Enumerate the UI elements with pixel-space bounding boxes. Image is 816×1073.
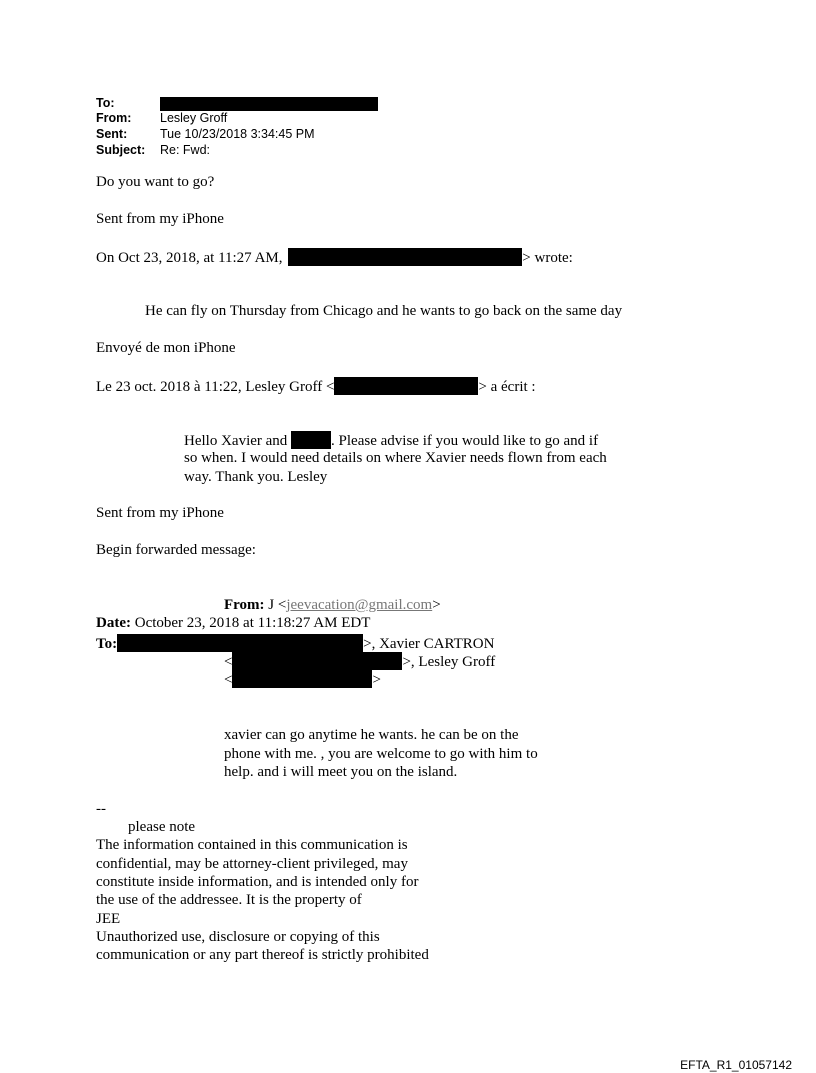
- disclaimer-line: constitute inside information, and is intended only for: [96, 874, 419, 890]
- hello-line-1: [184, 431, 598, 450]
- disclaimer-line: JEE: [96, 911, 121, 927]
- fwd-to-l2-prefix: <: [224, 654, 233, 670]
- fwd-to-label: To:: [96, 636, 118, 652]
- email-redaction: [334, 377, 478, 395]
- subject-label: Subject:: [96, 143, 146, 157]
- signature-iphone: Sent from my iPhone: [96, 211, 224, 227]
- fwd-to-line-2: [224, 652, 495, 671]
- fwd-message-line-2: phone with me. , you are welcome to go with him to: [224, 746, 538, 762]
- name-redaction: [291, 431, 331, 449]
- subject-value: Re: Fwd:: [160, 143, 211, 157]
- begin-forwarded: Begin forwarded message:: [96, 542, 256, 558]
- signature-iphone-2: Sent from my iPhone: [96, 505, 224, 521]
- to-redaction: [160, 94, 378, 112]
- reply-text: Do you want to go?: [96, 174, 215, 190]
- sent-value: Tue 10/23/2018 3:34:45 PM: [160, 127, 315, 141]
- fwd-from-name: J <: [268, 597, 287, 613]
- recipient-redaction-2: [232, 652, 402, 670]
- to-label: To:: [96, 96, 115, 110]
- fwd-message-line-3: help. and i will meet you on the island.: [224, 764, 458, 780]
- from-label: From:: [96, 111, 132, 125]
- quoted-message-fly: He can fly on Thursday from Chicago and he wants to go back on the same day: [145, 303, 623, 319]
- quote-header-2-prefix: Le 23 oct. 2018 à 11:22, Lesley Groff <: [96, 379, 335, 395]
- fwd-from-close: >: [432, 597, 441, 613]
- disclaimer-line: communication or any part thereof is strictly prohibited: [96, 947, 429, 963]
- document-id: EFTA_R1_01057142: [680, 1058, 792, 1072]
- quote-header-1-suffix: > wrote:: [522, 250, 573, 266]
- fwd-to-l1-suffix: >, Xavier CARTRON: [363, 636, 495, 652]
- fwd-to-l3-prefix: <: [224, 672, 233, 688]
- fwd-from-label: From:: [224, 597, 265, 613]
- recipient-redaction-1: [117, 634, 363, 652]
- quote-header-1-prefix: On Oct 23, 2018, at 11:27 AM,: [96, 250, 283, 266]
- fwd-date-label: Date:: [96, 615, 131, 631]
- signature-french: Envoyé de mon iPhone: [96, 340, 236, 356]
- hello-text-b: . Please advise if you would like to go and if: [331, 433, 599, 449]
- hello-text-a: Hello Xavier and: [184, 433, 288, 449]
- fwd-date-value: October 23, 2018 at 11:18:27 AM EDT: [134, 615, 371, 631]
- from-value: Lesley Groff: [160, 111, 228, 125]
- signature-separator: --: [96, 801, 106, 817]
- fwd-to-line-1: [96, 634, 494, 653]
- quote-header-1: [96, 248, 573, 267]
- recipient-redaction-3: [232, 670, 372, 688]
- fwd-to-l2-suffix: >, Lesley Groff: [402, 654, 496, 670]
- fwd-message-line-1: xavier can go anytime he wants. he can be on the: [224, 727, 519, 743]
- disclaimer-note: please note: [128, 819, 196, 835]
- fwd-from-email-link[interactable]: jeevacation@gmail.com: [286, 597, 433, 613]
- disclaimer-line: The information contained in this communication is: [96, 837, 408, 853]
- hello-line-3: way. Thank you. Lesley: [184, 469, 328, 485]
- fwd-from-line: [224, 597, 441, 614]
- fwd-to-l3-suffix: >: [372, 672, 381, 688]
- quote-header-2: [96, 377, 536, 396]
- fwd-date-line: [96, 615, 370, 632]
- sent-label: Sent:: [96, 127, 128, 141]
- hello-line-2: so when. I would need details on where Xavier needs flown from each: [184, 450, 607, 466]
- quote-header-2-suffix: > a écrit :: [478, 379, 536, 395]
- sender-redaction: [288, 248, 522, 266]
- disclaimer-line: the use of the addressee. It is the property of: [96, 892, 362, 908]
- disclaimer-line: Unauthorized use, disclosure or copying of this: [96, 929, 380, 945]
- fwd-to-line-3: [224, 670, 381, 689]
- disclaimer-line: confidential, may be attorney-client privileged, may: [96, 856, 408, 872]
